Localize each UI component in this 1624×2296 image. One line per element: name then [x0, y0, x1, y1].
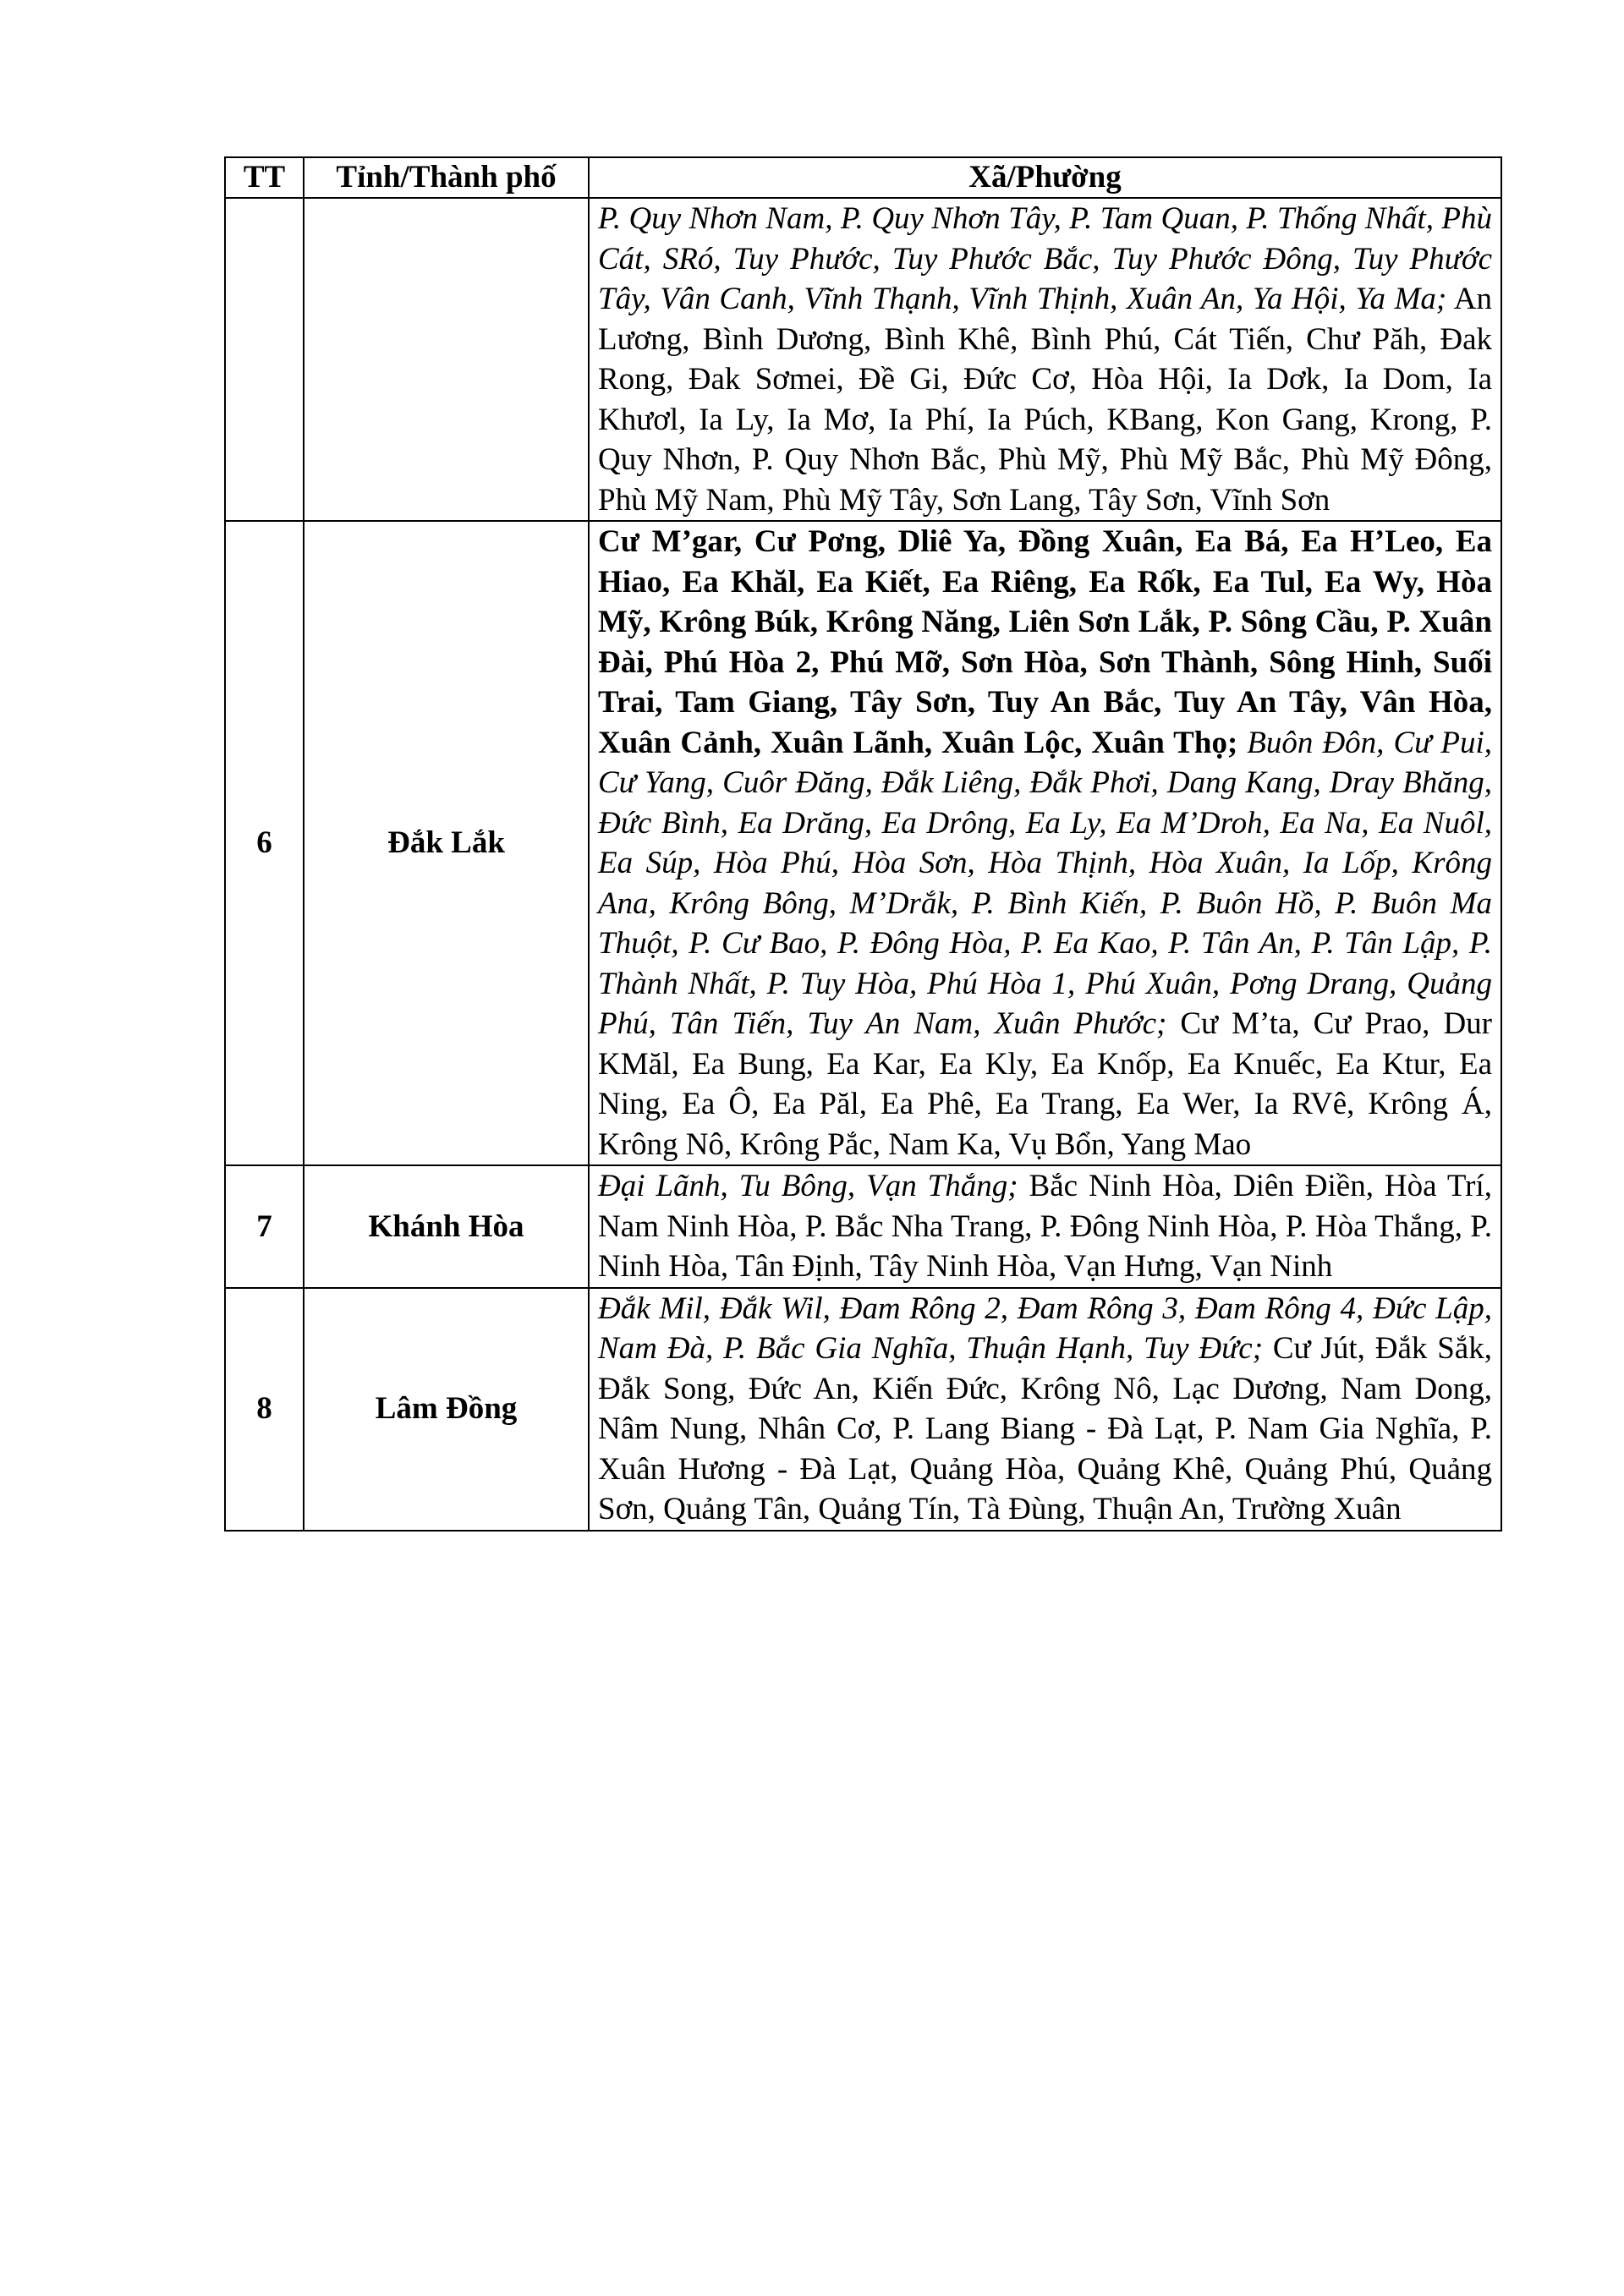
- header-row: [225, 157, 1501, 198]
- communes-plain-group: Cư M’ta, Cư Prao, Dur KMăl, Ea Bung, Ea Kar, Ea Kly, Ea Knốp, Ea Knuếc, Ea Ktur, Ea Ning, Ea Ô, Ea Păl, Ea Phê, Ea Trang, Ea Wer, Ia RVê, Krông Á, Krông Nô, Krông Pắc, Nam Ka, Vụ Bổn, Yang Mao: [598, 1006, 1492, 1162]
- row-province: Đắk Lắk: [304, 521, 589, 1165]
- communes-plain-group: Bắc Ninh Hòa, Diên Điền, Hòa Trí, Nam Ninh Hòa, P. Bắc Nha Trang, P. Đông Ninh Hòa, P. Hòa Thắng, P. Ninh Hòa, Tân Định, Tây Ninh Hòa, Vạn Hưng, Vạn Ninh: [598, 1169, 1493, 1284]
- row-communes: [589, 1288, 1501, 1531]
- table-row: [225, 198, 1501, 521]
- row-province: [304, 198, 589, 521]
- row-province: Khánh Hòa: [304, 1165, 589, 1288]
- commune-table: [224, 156, 1502, 1532]
- row-tt: 8: [225, 1288, 304, 1531]
- row-communes: [589, 1165, 1501, 1288]
- table-row: [225, 1165, 1501, 1288]
- row-province: Lâm Đồng: [304, 1288, 589, 1531]
- row-communes: [589, 198, 1501, 521]
- table-row: [225, 1288, 1501, 1531]
- row-communes: [589, 521, 1501, 1165]
- communes-italic-group: Buôn Đôn, Cư Pui, Cư Yang, Cuôr Đăng, Đắk Liêng, Đắk Phơi, Dang Kang, Dray Bhăng, Đức Bình, Ea Drăng, Ea Drông, Ea Ly, Ea M’Droh, Ea Na, Ea Nuôl, Ea Súp, Hòa Phú, Hòa Sơn, Hòa Thịnh, Hòa Xuân, Ia Lốp, Krông Ana, Krông Bông, M’Drắk, P. Bình Kiến, P. Buôn Hồ, P. Buôn Ma Thuột, P. Cư Bao, P. Đông Hòa, P. Ea Kao, P. Tân An, P. Tân Lập, P. Thành Nhất, P. Tuy Hòa, Phú Hòa 1, Phú Xuân, Pơng Drang, Quảng Phú, Tân Tiến, Tuy An Nam, Xuân Phước;: [598, 725, 1492, 1041]
- table-row: [225, 521, 1501, 1165]
- header-tt: TT: [225, 157, 304, 198]
- row-tt: [225, 198, 304, 521]
- communes-plain-group: Cư Jút, Đắk Sắk, Đắk Song, Đức An, Kiến Đức, Krông Nô, Lạc Dương, Nam Dong, Nâm Nung, Nhân Cơ, P. Lang Biang - Đà Lạt, P. Nam Gia Nghĩa, P. Xuân Hương - Đà Lạt, Quảng Hòa, Quảng Khê, Quảng Phú, Quảng Sơn, Quảng Tân, Quảng Tín, Tà Đùng, Thuận An, Trường Xuân: [598, 1331, 1492, 1526]
- row-tt: 6: [225, 521, 304, 1165]
- header-province: Tỉnh/Thành phố: [304, 157, 589, 198]
- row-tt: 7: [225, 1165, 304, 1288]
- communes-italic-group: P. Quy Nhơn Nam, P. Quy Nhơn Tây, P. Tam Quan, P. Thống Nhất, Phù Cát, SRó, Tuy Phước, Tuy Phước Bắc, Tuy Phước Đông, Tuy Phước Tây, Vân Canh, Vĩnh Thạnh, Vĩnh Thịnh, Xuân An, Ya Hội, Ya Ma;: [598, 201, 1492, 316]
- communes-italic-group: Đại Lãnh, Tu Bông, Vạn Thắng;: [598, 1169, 1018, 1203]
- header-communes: Xã/Phường: [589, 157, 1501, 198]
- communes-italic-group: Đắk Mil, Đắk Wil, Đam Rông 2, Đam Rông 3, Đam Rông 4, Đức Lập, Nam Đà, P. Bắc Gia Nghĩa, Thuận Hạnh, Tuy Đức;: [598, 1290, 1492, 1366]
- communes-plain-group: An Lương, Bình Dương, Bình Khê, Bình Phú, Cát Tiến, Chư Păh, Đak Rong, Đak Sơmei, Đề Gi, Đức Cơ, Hòa Hội, Ia Dơk, Ia Dom, Ia Khươl, Ia Ly, Ia Mơ, Ia Phí, Ia Púch, KBang, Kon Gang, Krong, P. Quy Nhơn, P. Quy Nhơn Bắc, Phù Mỹ, Phù Mỹ Bắc, Phù Mỹ Đông, Phù Mỹ Nam, Phù Mỹ Tây, Sơn Lang, Tây Sơn, Vĩnh Sơn: [598, 282, 1492, 518]
- communes-bold-group: Cư M’gar, Cư Pơng, Dliê Ya, Đồng Xuân, Ea Bá, Ea H’Leo, Ea Hiao, Ea Khăl, Ea Kiết, Ea Riêng, Ea Rốk, Ea Tul, Ea Wy, Hòa Mỹ, Krông Búk, Krông Năng, Liên Sơn Lắk, P. Sông Cầu, P. Xuân Đài, Phú Hòa 2, Phú Mỡ, Sơn Hòa, Sơn Thành, Sông Hinh, Suối Trai, Tam Giang, Tây Sơn, Tuy An Bắc, Tuy An Tây, Vân Hòa, Xuân Cảnh, Xuân Lãnh, Xuân Lộc, Xuân Thọ;: [598, 524, 1492, 760]
